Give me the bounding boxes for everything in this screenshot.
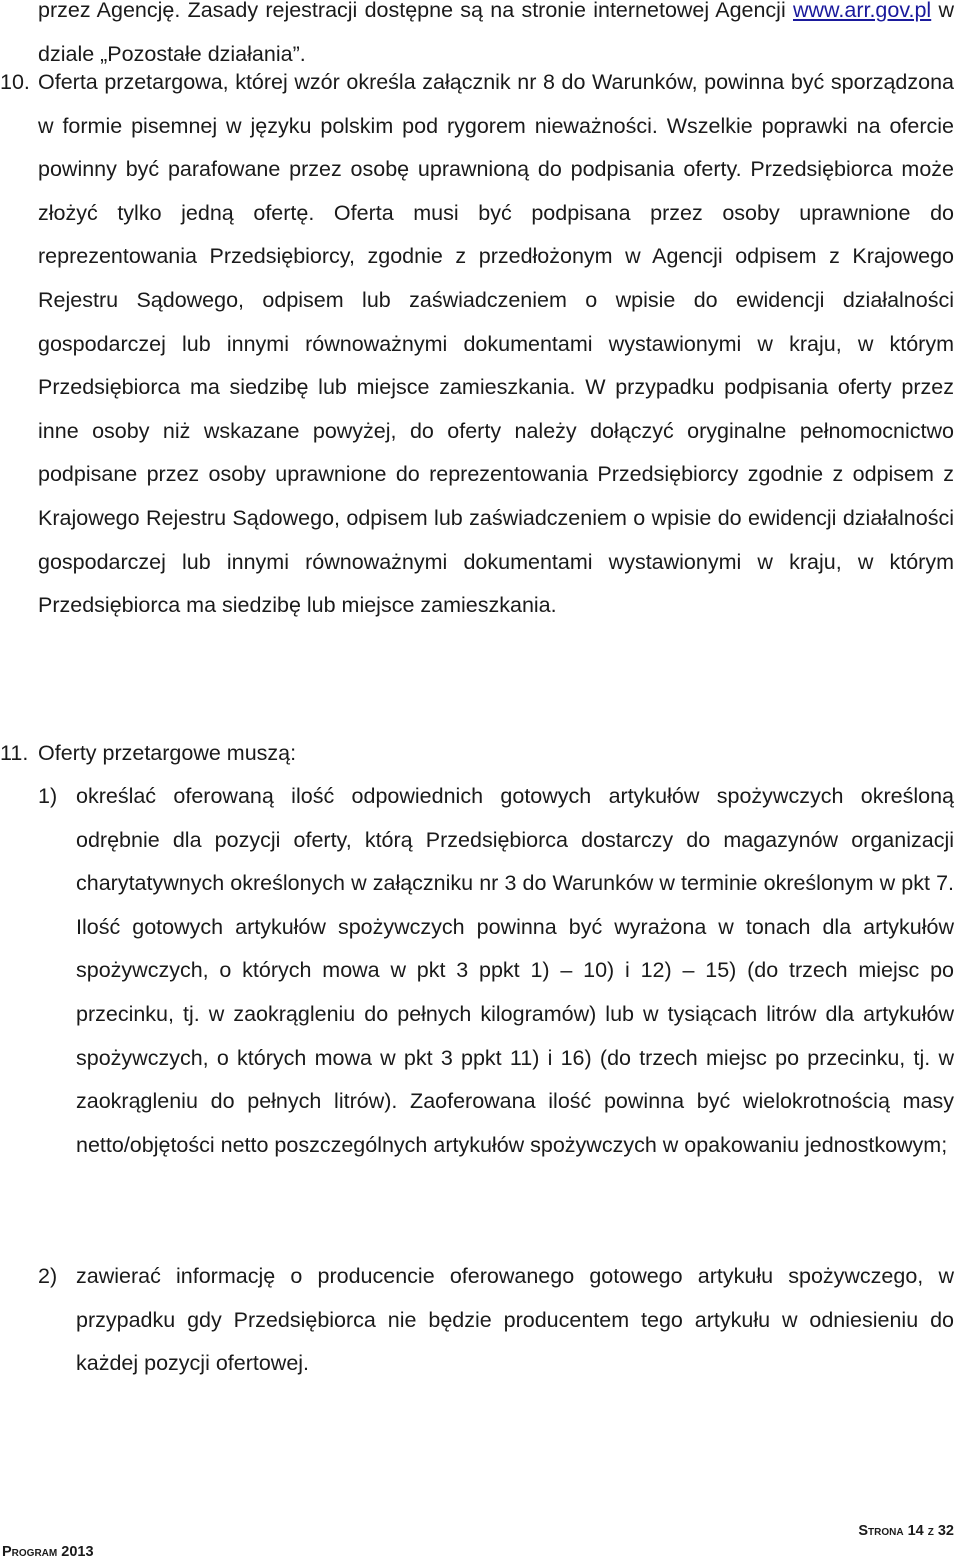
sub-item-1 (38, 775, 954, 1167)
sub-item-2 (38, 1255, 954, 1386)
list-item-text: Oferty przetargowe muszą: (38, 741, 297, 765)
sub-item-text: określać oferowaną ilość odpowiednich gotowych artykułów spożywczych określoną odrębnie dla pozycji oferty, którą Przedsiębiorca dostarczy do magazynów organizacji charytatywnych określonych w załączniku nr 3 do Warunków w terminie określonym w pkt 7. Ilość gotowych artykułów spożywczych powinna być wyrażona w tonach dla artykułów spożywczych, o których mowa w pkt 3 ppkt 1) – 10) i 12) – 15) (do trzech miejsc po przecinku, tj. w zaokrągleniu do pełnych kilogramów) lub w tysiącach litrów dla artykułów spożywczych, o których mowa w pkt 3 ppkt 11) i 16) (do trzech miejsc po przecinku, tj. w zaokrągleniu do pełnych litrów). Zaoferowana ilość powinna być wielokrotnością masy netto/objętości netto poszczególnych artykułów spożywczych w opakowaniu jednostkowym; (76, 784, 954, 1157)
footer-page-number: Strona 14 z 32 (858, 1523, 954, 1539)
intro-text-before-link: przez Agencję. Zasady rejestracji dostępne są na stronie internetowej Agencji (38, 0, 793, 22)
list-item-number: 11. (0, 741, 29, 765)
intro-text-after-link: w dziale „Pozostałe działania”. (38, 0, 955, 66)
sub-item-text: zawierać informację o producencie oferowanego gotowego artykułu spożywczego, w przypadku gdy Przedsiębiorca nie będzie producentem tego artykułu w odniesieniu do każdej pozycji ofertowej. (76, 1264, 954, 1376)
list-item-10 (0, 61, 954, 628)
list-item-text: Oferta przetargowa, której wzór określa załącznik nr 8 do Warunków, powinna być sporządzona w formie pisemnej w języku polskim pod rygorem nieważności. Wszelkie poprawki na ofercie powinny być parafowane przez osobę uprawnioną do podpisania oferty. Przedsiębiorca może złożyć tylko jedną ofertę. Oferta musi być podpisana przez osoby uprawnione do reprezentowania Przedsiębiorcy, zgodnie z przedłożonym w Agencji odpisem z Krajowego Rejestru Sądowego, odpisem lub zaświadczeniem o wpisie do ewidencji działalności gospodarczej lub innymi równoważnymi dokumentami wystawionymi w kraju, w którym Przedsiębiorca ma siedzibę lub miejsce zamieszkania. W przypadku podpisania oferty przez inne osoby niż wskazane powyżej, do oferty należy dołączyć oryginalne pełnomocnictwo podpisane przez osoby uprawnione do reprezentowania Przedsiębiorcy zgodnie z odpisem z Krajowego Rejestru Sądowego, odpisem lub zaświadczeniem o wpisie do ewidencji działalności gospodarczej lub innymi równoważnymi dokumentami wystawionymi w kraju, w którym Przedsiębiorca ma siedzibę lub miejsce zamieszkania. (38, 70, 954, 618)
arr-website-link[interactable]: www.arr.gov.pl (793, 0, 932, 22)
list-item-11 (0, 732, 954, 776)
sub-item-number: 1) (38, 784, 58, 808)
sub-item-number: 2) (38, 1264, 58, 1288)
footer-program-label: Program 2013 (2, 1544, 94, 1560)
list-item-number: 10. (0, 70, 30, 94)
